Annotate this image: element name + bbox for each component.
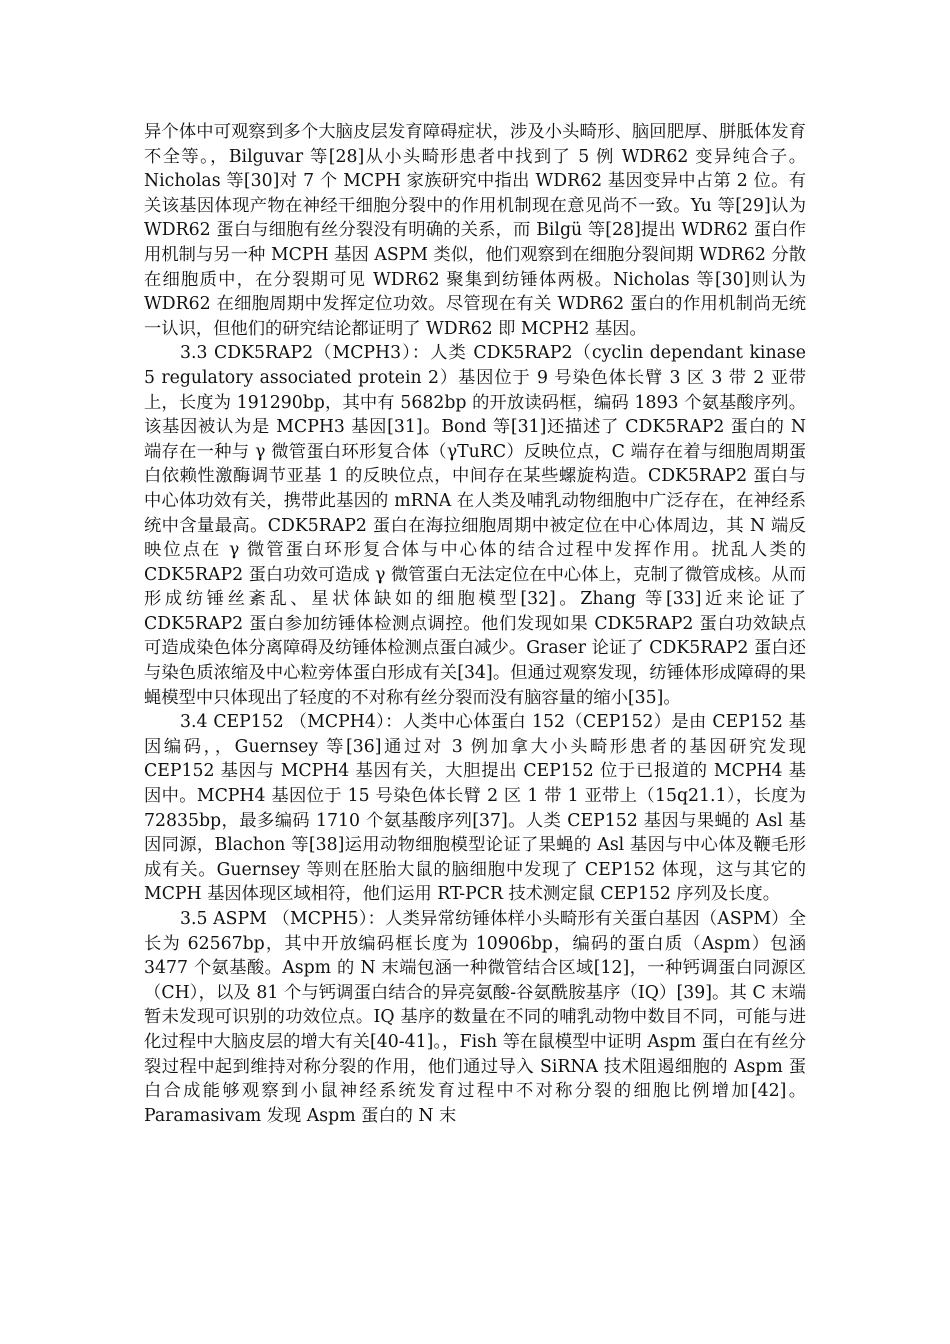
paragraph-wdr62: 异个体中可观察到多个大脑皮层发育障碍症状，涉及小头畸形、脑回肥厚、胼胝体发育不全等。，Bilguvar 等[28]从小头畸形患者中找到了 5 例 WDR62 变异纯合子。Nicholas 等[30]对 7 个 MCPH 家族研究中指出 WDR62 基因变异中占第 2 位。有关该基因体现产物在神经干细胞分裂中的作用机制现在意见尚不一致。Yu 等[29]认为 WDR62 蛋白与细胞有丝分裂没有明确的关系，而 Bilgü 等[28]提出 WDR62 蛋白作用机制与另一种 MCPH 基因 ASPM 类似，他们观察到在细胞分裂间期 WDR62 分散在细胞质中，在分裂期可见 WDR62 聚集到纺锤体两极。Nicholas 等[30]则认为 WDR62 在细胞周期中发挥定位功效。尽管现在有关 WDR62 蛋白的作用机制尚无统一认识，但他们的研究结论都证明了 WDR62 即 MCPH2 基因。 <box>144 122 806 339</box>
document-body <box>144 120 806 1128</box>
paragraph-cep152: 3.4 CEP152 （MCPH4）：人类中心体蛋白 152（CEP152）是由 CEP152 基因编码，，Guernsey 等[36]通过对 3 例加拿大小头畸形患者的基因研究发现 CEP152 基因与 MCPH4 基因有关，大胆提出 CEP152 位于已报道的 MCPH4 基因中。MCPH4 基因位于 15 号染色体长臂 2 区 1 带 1 亚带上（15q21.1），长度为 72835bp，最多编码 1710 个氨基酸序列[37]。人类 CEP152 基因与果蝇的 Asl 基因同源，Blachon 等[38]运用动物细胞模型论证了果蝇的 Asl 基因与中心体及鞭毛形成有关。Guernsey 等则在胚胎大鼠的脑细胞中发现了 CEP152 体现，这与其它的 MCPH 基因体现区域相符，他们运用 RT-PCR 技术测定鼠 CEP152 序列及长度。 <box>144 712 806 905</box>
paragraph-cdk5rap2: 3.3 CDK5RAP2（MCPH3）：人类 CDK5RAP2（cyclin dependant kinase 5 regulatory associated protein 2）基因位于 9 号染色体长臂 3 区 3 带 2 亚带上，长度为 191290bp，其中有 5682bp 的开放读码框，编码 1893 个氨基酸序列。该基因被认为是 MCPH3 基因[31]。Bond 等[31]还描述了 CDK5RAP2 蛋白的 N 端存在一种与 γ 微管蛋白环形复合体（γTuRC）反映位点，C 端存在着与细胞周期蛋白依赖性激酶调节亚基 1 的反映位点，中间存在某些螺旋构造。CDK5RAP2 蛋白与中心体功效有关，携带此基因的 mRNA 在人类及哺乳动物细胞中广泛存在，在神经系统中含量最高。CDK5RAP2 蛋白在海拉细胞周期中被定位在中心体周边，其 N 端反映位点在 γ 微管蛋白环形复合体与中心体的结合过程中发挥作用。扰乱人类的 CDK5RAP2 蛋白功效可造成 γ 微管蛋白无法定位在中心体上，克制了微管成核。从而形成纺锤丝紊乱、星状体缺如的细胞模型[32]。Zhang 等[33]近来论证了 CDK5RAP2 蛋白参加纺锤体检测点调控。他们发现如果 CDK5RAP2 蛋白功效缺点可造成染色体分离障碍及纺锤体检测点蛋白减少。Graser 论证了 CDK5RAP2 蛋白还与染色质浓缩及中心粒旁体蛋白形成有关[34]。但通过观察发现，纺锤体形成障碍的果蝇模型中只体现出了轻度的不对称有丝分裂而没有脑容量的缩小[35]。 <box>144 343 806 708</box>
paragraph-aspm: 3.5 ASPM （MCPH5）：人类异常纺锤体样小头畸形有关蛋白基因（ASPM）全长为 62567bp，其中开放编码框长度为 10906bp，编码的蛋白质（Aspm）包涵 3477 个氨基酸。Aspm 的 N 末端包涵一种微管结合区域[12]，一种钙调蛋白同源区（CH），以及 81 个与钙调蛋白结合的异亮氨酸-谷氨酰胺基序（IQ）[39]。其 C 末端暂未发现可识别的功效位点。IQ 基序的数量在不同的哺乳动物中数目不同，可能与进化过程中大脑皮层的增大有关[40-41]。，Fish 等在鼠模型中证明 Aspm 蛋白在有丝分裂过程中起到维持对称分裂的作用，他们通过导入 SiRNA 技术阻遏细胞的 Aspm 蛋白合成能够观察到小鼠神经系统发育过程中不对称分裂的细胞比例增加[42]。Paramasivam 发现 Aspm 蛋白的 N 末 <box>144 909 806 1126</box>
